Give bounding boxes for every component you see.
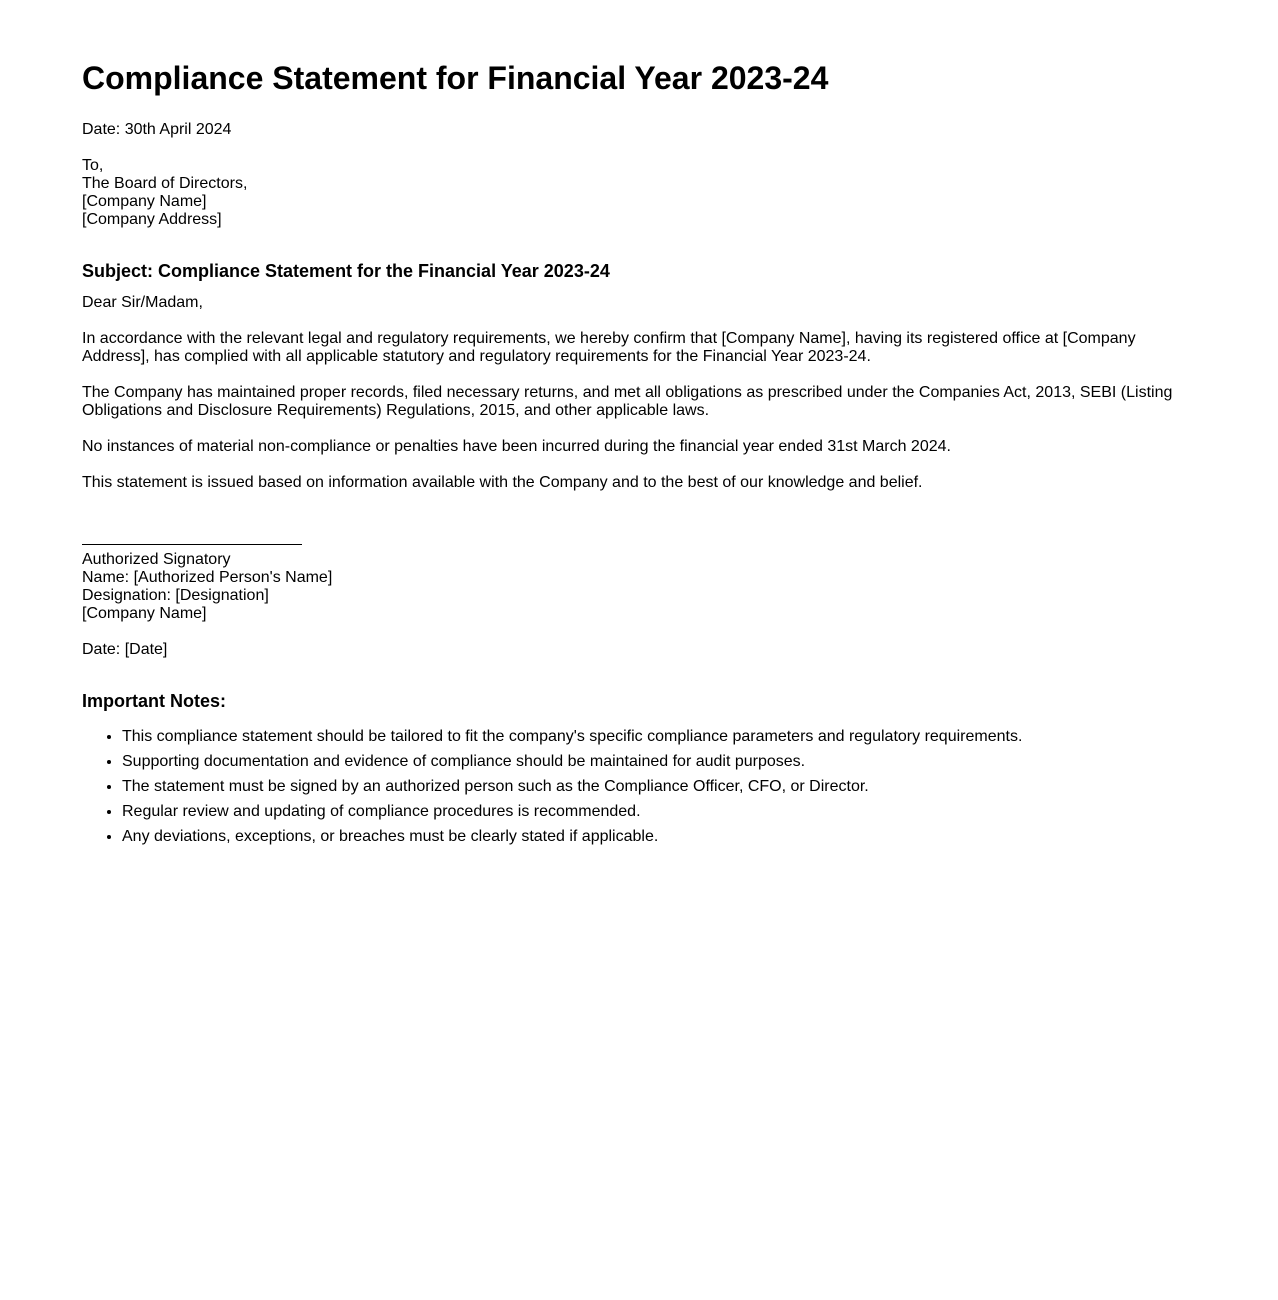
statement-date: Date: 30th April 2024 bbox=[82, 121, 232, 138]
recipient-address bbox=[82, 157, 1196, 229]
body-paragraph: No instances of material non-compliance or penalties have been incurred during the financial year ended 31st March 2024. bbox=[82, 438, 951, 455]
salutation: Dear Sir/Madam, bbox=[82, 294, 203, 311]
signatory-name: Name: [Authorized Person's Name] bbox=[82, 569, 333, 586]
page-title: Compliance Statement for Financial Year 2023-24 bbox=[82, 60, 829, 96]
list-item: • Regular review and updating of compliance procedures is recommended. bbox=[122, 803, 1196, 821]
body-paragraph: In accordance with the relevant legal and regulatory requirements, we hereby confirm that [Company Name], having its registered office at [Company Address], has complied with all applicable statutory and regulatory requirements for the Financial Year 2023-24. bbox=[82, 330, 1136, 365]
signatory-title: Authorized Signatory bbox=[82, 551, 231, 568]
list-item: • The statement must be signed by an authorized person such as the Compliance Officer, CFO, or Director. bbox=[122, 778, 1196, 796]
recipient-to: To, bbox=[82, 157, 104, 174]
signature-line bbox=[82, 544, 302, 545]
list-item: • This compliance statement should be tailored to fit the company's specific compliance parameters and regulatory requirements. bbox=[122, 728, 1196, 746]
signatory-company: [Company Name] bbox=[82, 605, 207, 622]
notes-list bbox=[82, 728, 1196, 846]
signature-date: Date: [Date] bbox=[82, 641, 168, 658]
list-item: • Any deviations, exceptions, or breaches must be clearly stated if applicable. bbox=[122, 828, 1196, 846]
signatory-designation: Designation: [Designation] bbox=[82, 587, 269, 604]
recipient-company-name: [Company Name] bbox=[82, 193, 207, 210]
list-item: • Supporting documentation and evidence of compliance should be maintained for audit purposes. bbox=[122, 753, 1196, 771]
notes-heading: Important Notes: bbox=[82, 691, 226, 711]
signatory-block bbox=[82, 551, 1196, 623]
body-paragraph: The Company has maintained proper records, filed necessary returns, and met all obligations as prescribed under the Companies Act, 2013, SEBI (Listing Obligations and Disclosure Requirements) Regulations, 2015, and other applicable laws. bbox=[82, 384, 1173, 419]
body-paragraph: This statement is issued based on information available with the Company and to the best of our knowledge and belief. bbox=[82, 474, 923, 491]
subject-heading: Subject: Compliance Statement for the Financial Year 2023-24 bbox=[82, 261, 610, 281]
recipient-company-address: [Company Address] bbox=[82, 211, 222, 228]
recipient-board: The Board of Directors, bbox=[82, 175, 248, 192]
